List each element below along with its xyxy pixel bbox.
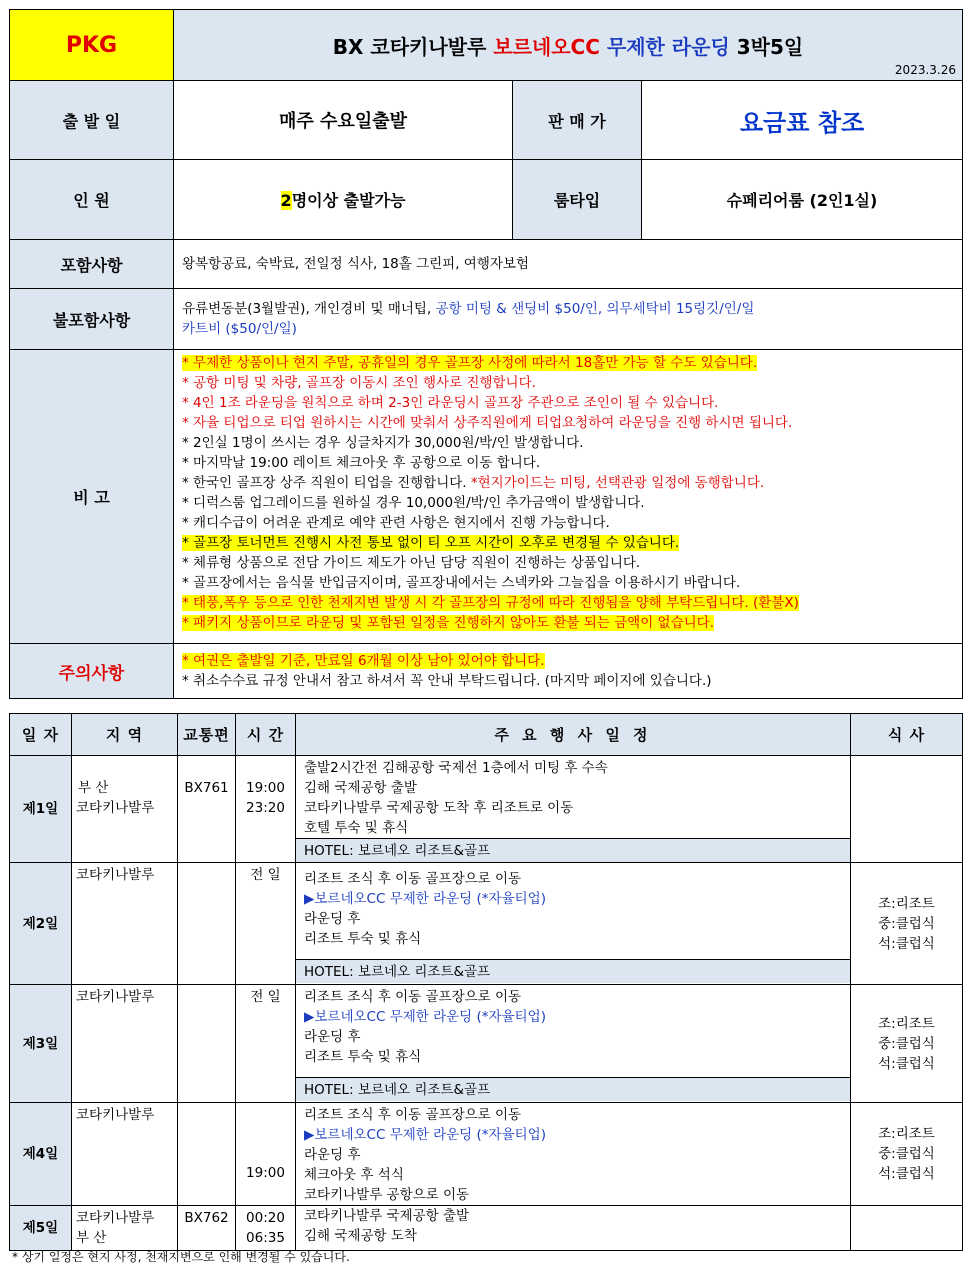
price-value: 요금표 참조: [642, 81, 963, 160]
region: 코타키나발루: [72, 863, 178, 985]
meals: [851, 756, 963, 863]
pkg-badge: PKG: [10, 10, 174, 81]
people-value: 2명이상 출발가능: [174, 160, 513, 240]
note: * 무제한 상품이나 현지 주말, 공휴일의 경우 골프장 사정에 따라서 18홀만 가능 할 수도 있습니다.: [182, 355, 758, 371]
day-label: 제1일: [10, 756, 72, 863]
notes-label: 비 고: [10, 350, 174, 644]
region: 코타키나발루: [72, 985, 178, 1103]
hotel-info: HOTEL: 보르네오 리조트&골프: [296, 959, 850, 983]
time: 00:20 06:35: [236, 1206, 296, 1251]
caution-label: 주의사항: [10, 644, 174, 699]
day-label: 제4일: [10, 1103, 72, 1206]
transport: [178, 863, 236, 985]
col-header: 시 간: [236, 714, 296, 756]
exclude-label: 불포함사항: [10, 289, 174, 350]
itinerary-table: [9, 713, 963, 1251]
note: * 골프장 토너먼트 진행시 사전 통보 없이 티 오프 시간이 오후로 변경될 수 있습니다.: [182, 535, 680, 551]
hotel-info: HOTEL: 보르네오 리조트&골프: [296, 1077, 850, 1101]
note: * 디럭스룸 업그레이드를 원하실 경우 10,000원/박/인 추가금액이 발생합니다.: [182, 495, 645, 511]
day-row: [10, 863, 963, 985]
exclude-value: 유류변동분(3월발권), 개인경비 및 매너팁, 공항 미팅 & 샌딩비 $50/인, 의무세탁비 15링깃/인/일 카트비 ($50/인/일): [174, 289, 963, 350]
day-label: 제3일: [10, 985, 72, 1103]
day-row: [10, 1206, 963, 1251]
transport: [178, 1103, 236, 1206]
caution-item: * 여권은 출발일 기준, 만료일 6개월 이상 남아 있어야 합니다.: [182, 653, 545, 669]
price-label: 판 매 가: [513, 81, 642, 160]
note: * 캐디수급이 어려운 관계로 예약 관련 사항은 현지에서 진행 가능합니다.: [182, 515, 610, 531]
day-label: 제2일: [10, 863, 72, 985]
footer-note: * 상기 일정은 현지 사정, 천재지변으로 인해 변경될 수 있습니다.: [12, 1250, 350, 1264]
day-row: [10, 1103, 963, 1206]
meals: 조:리조트 중:클럽식 석:클럽식: [851, 1103, 963, 1206]
region: 코타키나발루 부 산: [72, 1206, 178, 1251]
note: * 2인실 1명이 쓰시는 경우 싱글차지가 30,000원/박/인 발생합니다.: [182, 435, 584, 451]
room-label: 룸타입: [513, 160, 642, 240]
time: 전 일: [236, 863, 296, 985]
day-row: [10, 985, 963, 1103]
col-header: 일 자: [10, 714, 72, 756]
depart-value: 매주 수요일출발: [174, 81, 513, 160]
day-label: 제5일: [10, 1206, 72, 1251]
note: * 태풍,폭우 등으로 인한 천재지변 발생 시 각 골프장의 규정에 따라 진행됨을 양해 부탁드립니다. (환불X): [182, 595, 799, 611]
room-value: 슈페리어룸 (2인1실): [642, 160, 963, 240]
col-header: 식 사: [851, 714, 963, 756]
col-header: 교통편: [178, 714, 236, 756]
caution-item: * 취소수수료 규정 안내서 참고 하셔서 꼭 안내 부탁드립니다. (마지막 페이지에 있습니다.): [182, 673, 712, 689]
page-title: BX 코타키나발루 보르네오CC 무제한 라운딩 3박5일 2023.3.26: [174, 10, 963, 81]
note: * 체류형 상품으로 전담 가이드 제도가 아닌 담당 직원이 진행하는 상품입니다.: [182, 555, 641, 571]
issue-date: 2023.3.26: [894, 63, 956, 77]
col-header: 지 역: [72, 714, 178, 756]
transport: [178, 985, 236, 1103]
note: * 마지막날 19:00 레이트 체크아웃 후 공항으로 이동 합니다.: [182, 455, 541, 471]
note: * 골프장에서는 음식물 반입금지이며, 골프장내에서는 스넥카와 그늘집을 이용하시기 바랍니다.: [182, 575, 741, 591]
depart-label: 출 발 일: [10, 81, 174, 160]
caution-list: [174, 644, 963, 699]
time: 19:00: [236, 1103, 296, 1206]
activities: 출발2시간전 김해공항 국제선 1층에서 미팅 후 수속 김해 국제공항 출발 코타키나발루 국제공항 도착 후 리조트로 이동 호텔 투숙 및 휴식 HOTEL: 보르네오 리조트&골프: [296, 756, 851, 863]
region: 부 산 코타키나발루: [72, 756, 178, 863]
meals: [851, 1206, 963, 1251]
note: * 패키지 상품이므로 라운딩 및 포함된 일정을 진행하지 않아도 환불 되는 금액이 없습니다.: [182, 615, 715, 631]
day-row: [10, 756, 963, 863]
summary-table: [9, 9, 963, 699]
note: * 한국인 골프장 상주 직원이 티업을 진행합니다. *현지가이드는 미팅, 선택관광 일정에 동행합니다.: [182, 475, 765, 491]
time: 전 일: [236, 985, 296, 1103]
note: * 공항 미팅 및 차량, 골프장 이동시 조인 행사로 진행합니다.: [182, 375, 536, 391]
transport: BX762: [178, 1206, 236, 1251]
transport: BX761: [178, 756, 236, 863]
activities: 리조트 조식 후 이동 골프장으로 이동 ▶보르네오CC 무제한 라운딩 (*자율티업) 라운딩 후 리조트 투숙 및 휴식 HOTEL: 보르네오 리조트&골프: [296, 985, 851, 1103]
meals: 조:리조트 중:클럽식 석:클럽식: [851, 863, 963, 985]
activities: 리조트 조식 후 이동 골프장으로 이동 ▶보르네오CC 무제한 라운딩 (*자율티업) 라운딩 후 리조트 투숙 및 휴식 HOTEL: 보르네오 리조트&골프: [296, 863, 851, 985]
time: 19:00 23:20: [236, 756, 296, 863]
include-label: 포함사항: [10, 240, 174, 289]
note: * 자율 티업으로 티업 원하시는 시간에 맞춰서 상주직원에게 티업요청하여 라운딩을 진행 하시면 됩니다.: [182, 415, 793, 431]
region: 코타키나발루: [72, 1103, 178, 1206]
notes-list: [174, 350, 963, 644]
activities: 코타키나발루 국제공항 출발 김해 국제공항 도착: [296, 1206, 851, 1251]
people-label: 인 원: [10, 160, 174, 240]
meals: 조:리조트 중:클럽식 석:클럽식: [851, 985, 963, 1103]
include-value: 왕복항공료, 숙박료, 전일정 식사, 18홀 그린피, 여행자보험: [174, 240, 963, 289]
hotel-info: HOTEL: 보르네오 리조트&골프: [296, 838, 850, 862]
note: * 4인 1조 라운딩을 원칙으로 하며 2-3인 라운딩시 골프장 주관으로 조인이 될 수 있습니다.: [182, 395, 719, 411]
activities: 리조트 조식 후 이동 골프장으로 이동 ▶보르네오CC 무제한 라운딩 (*자율티업) 라운딩 후 체크아웃 후 석식 코타키나발루 공항으로 이동: [296, 1103, 851, 1206]
col-header: 주 요 행 사 일 정: [296, 714, 851, 756]
